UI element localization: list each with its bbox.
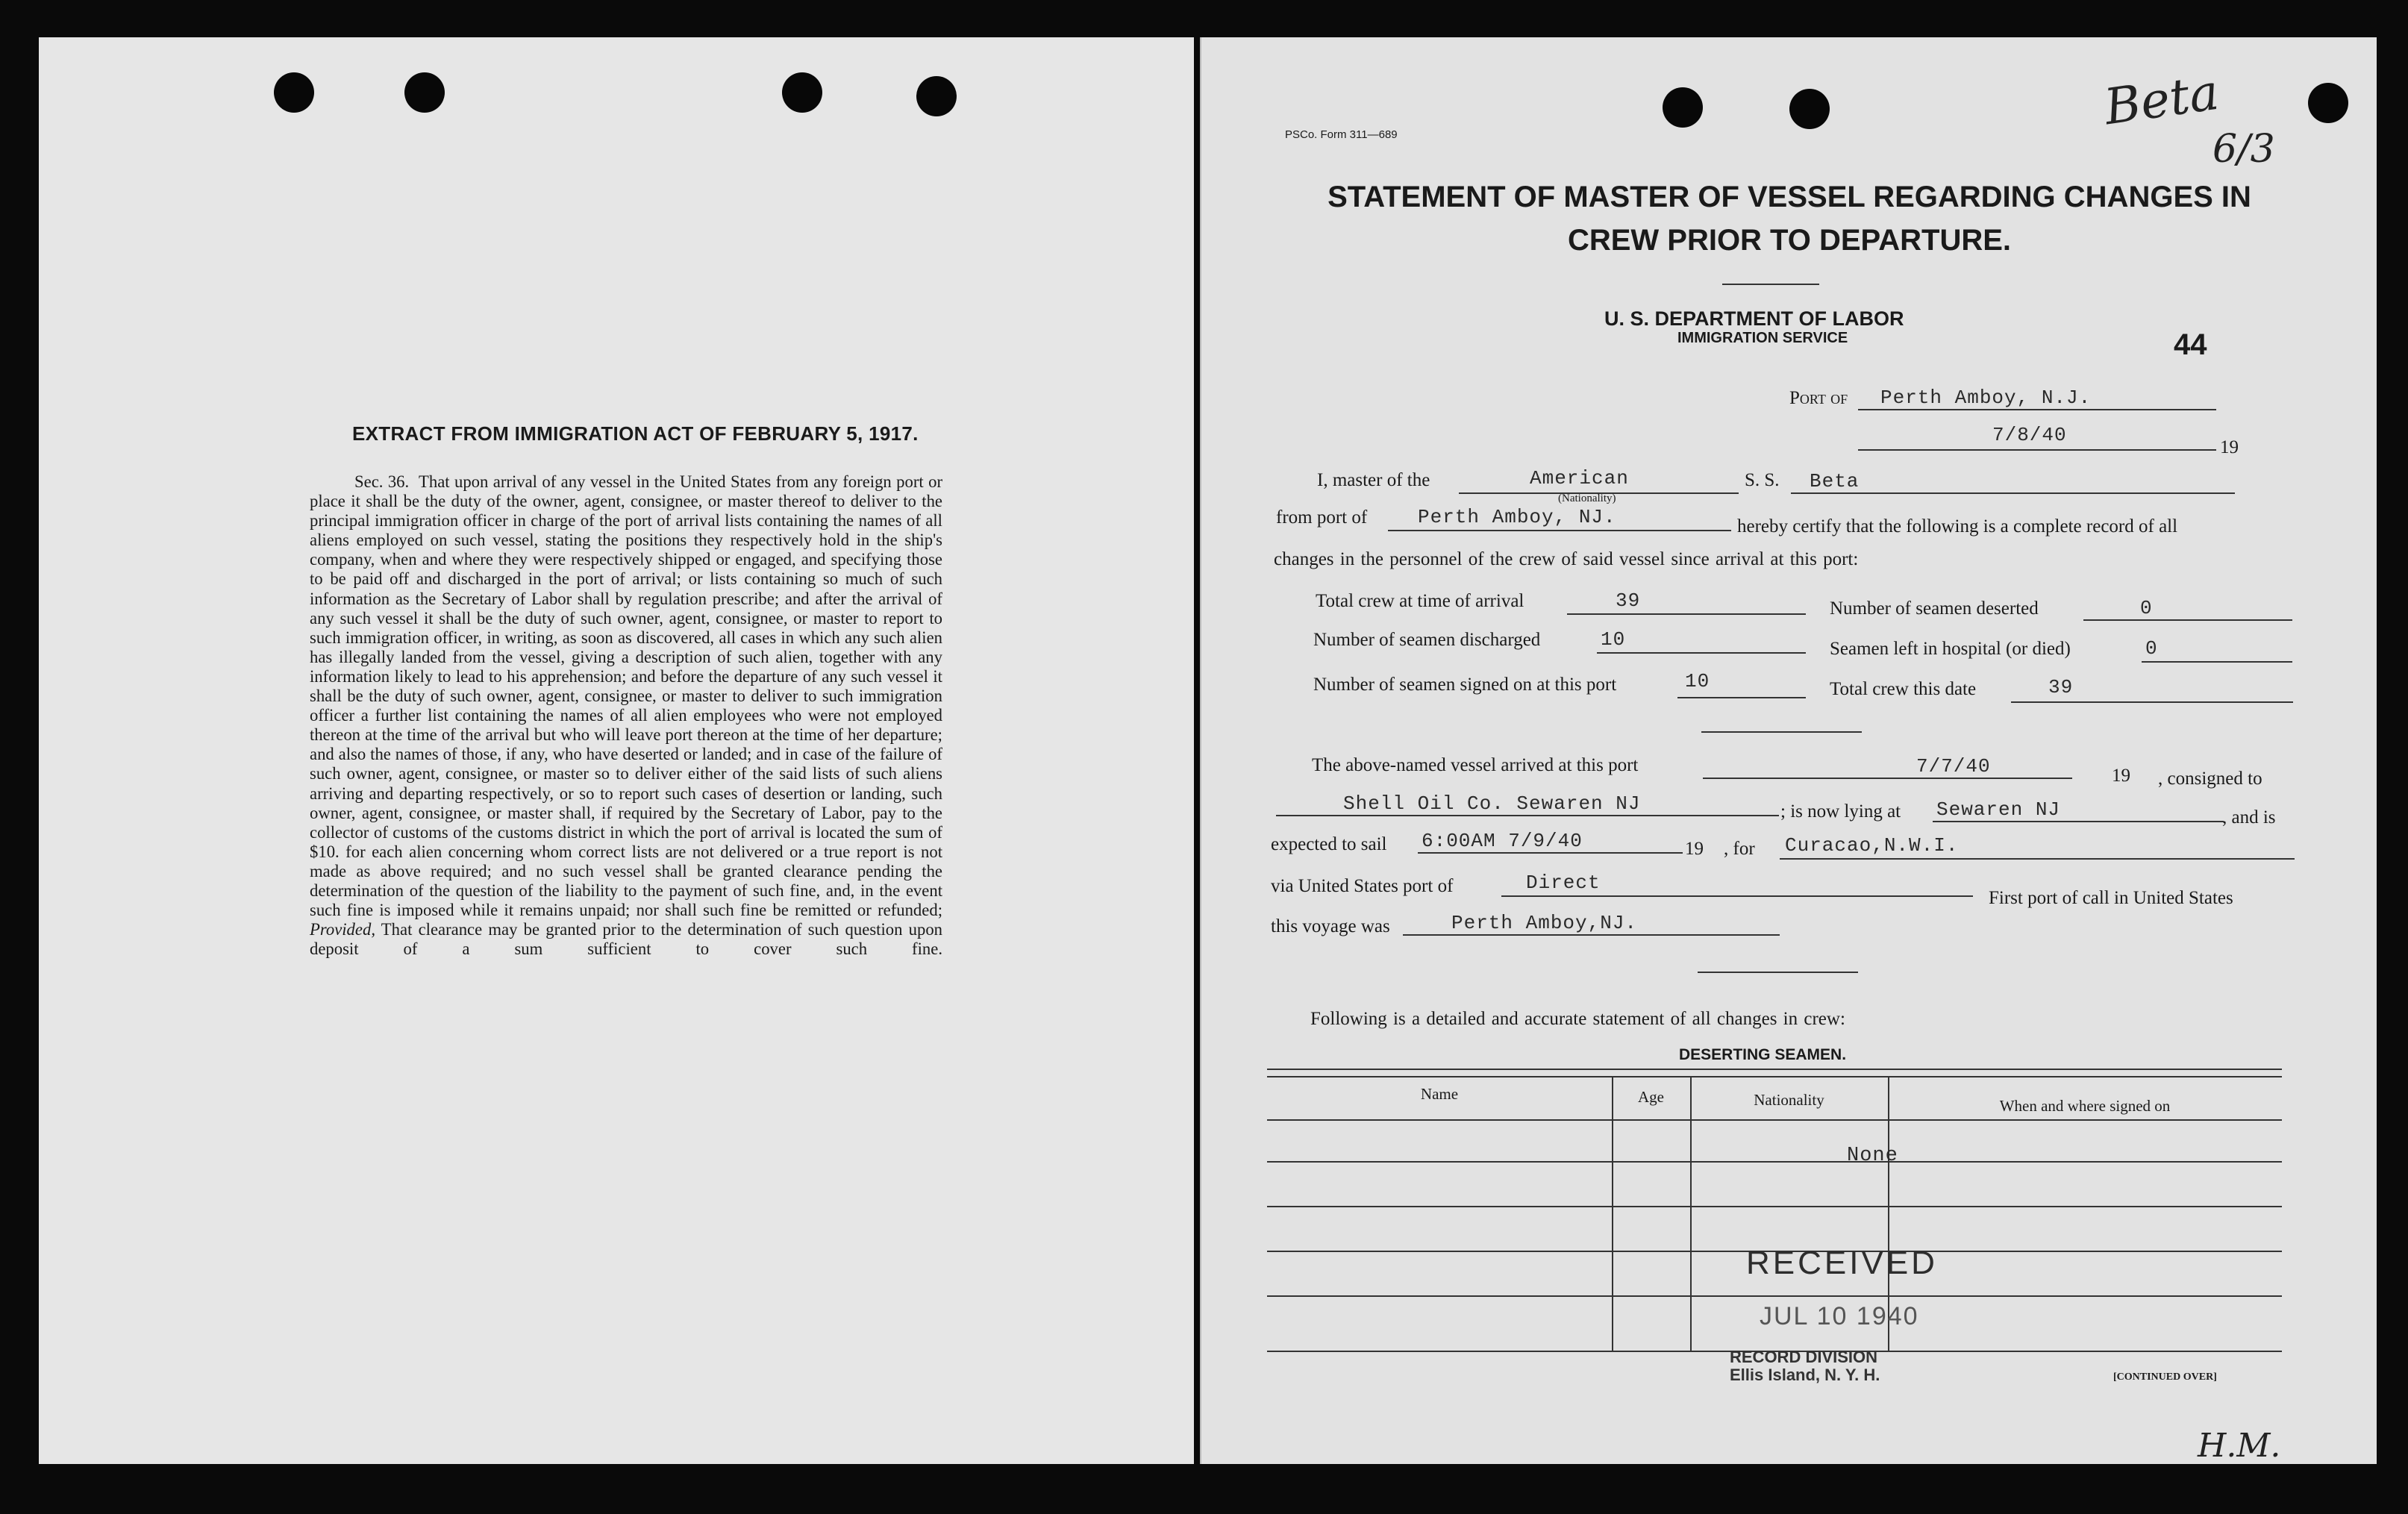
consigned-label: , consigned to — [2158, 769, 2262, 789]
stamp-location: Ellis Island, N. Y. H. — [1730, 1366, 1880, 1384]
punch-hole — [1789, 89, 1830, 129]
total-crew-arrival-label: Total crew at time of arrival — [1316, 591, 1524, 611]
total-crew-date-label: Total crew this date — [1830, 679, 1977, 699]
act-section-text — [310, 472, 942, 959]
via-label: via United States port of — [1271, 876, 1454, 896]
for-label: , for — [1724, 839, 1755, 859]
and-is: , and is — [2222, 807, 2276, 828]
total-crew-arrival-value: 39 — [1616, 589, 1641, 612]
hospital-line — [2142, 639, 2292, 663]
service-name: IMMIGRATION SERVICE — [1677, 330, 1848, 346]
department-name: U. S. DEPARTMENT OF LABOR — [1604, 307, 1904, 330]
table-rule — [1267, 1069, 2282, 1070]
expected-value: 6:00AM 7/9/40 — [1422, 830, 1583, 852]
table-column-rule — [1690, 1076, 1692, 1351]
deserted-line — [2083, 597, 2292, 621]
continued-over: [CONTINUED OVER] — [2113, 1371, 2217, 1383]
certify-text: hereby certify that the following is a complete record of all — [1737, 516, 2178, 537]
handwritten-initials: H.M. — [2198, 1427, 2281, 1465]
lying-label: ; is now lying at — [1780, 801, 1901, 822]
column-header-signed-on: When and where signed on — [1999, 1097, 2171, 1115]
table-rule — [1267, 1295, 2282, 1297]
punch-hole — [782, 72, 822, 113]
stamp-division: RECORD DIVISION — [1730, 1348, 1878, 1366]
ss-label: S. S. — [1745, 470, 1780, 490]
divider — [1701, 731, 1862, 733]
signed-on-label: Number of seamen signed on at this port — [1313, 675, 1617, 695]
arrived-label: The above-named vessel arrived at this port — [1312, 755, 1639, 775]
punch-hole — [1663, 87, 1703, 128]
port-value: Perth Amboy, N.J. — [1880, 387, 2092, 409]
table-rule — [1267, 1076, 2282, 1077]
from-port-label: from port of — [1276, 507, 1368, 528]
discharged-label: Number of seamen discharged — [1313, 630, 1541, 650]
following-text: Following is a detailed and accurate statement of all changes in crew: — [1310, 1009, 1845, 1029]
provided-word: Provided, — [310, 920, 375, 939]
voyage-label: this voyage was — [1271, 916, 1390, 936]
extract-title: EXTRACT FROM IMMIGRATION ACT OF FEBRUARY 5, 1917. — [352, 422, 919, 445]
stamp-received: RECEIVED — [1746, 1245, 1938, 1281]
divider — [1722, 284, 1819, 285]
column-header-name: Name — [1420, 1085, 1459, 1103]
hospital-value: 0 — [2145, 637, 2158, 660]
table-rule — [1267, 1161, 2282, 1163]
table-entry-none: None — [1847, 1145, 1898, 1167]
master-label: I, master of the — [1317, 470, 1430, 490]
discharged-value: 10 — [1601, 628, 1626, 651]
via-value: Direct — [1526, 872, 1601, 894]
table-rule — [1267, 1206, 2282, 1207]
date-value: 7/8/40 — [1992, 424, 2067, 446]
section-body-end: That clearance may be granted prior to the determination of such question upon deposit of a sum sufficient to cover such fine. — [310, 920, 943, 959]
stamp-date: JUL 10 1940 — [1760, 1302, 1919, 1330]
ship-value: Beta — [1810, 470, 1860, 492]
voyage-value: Perth Amboy,NJ. — [1451, 912, 1638, 934]
total-crew-date-value: 39 — [2048, 676, 2074, 698]
port-label: Port of — [1789, 388, 1848, 408]
lying-value: Sewaren NJ — [1936, 798, 2061, 821]
consignee-value: Shell Oil Co. Sewaren NJ — [1343, 792, 1641, 815]
discharged-line — [1597, 630, 1806, 654]
table-rule — [1267, 1119, 2282, 1121]
arrived-year: 19 — [2112, 766, 2130, 786]
table-column-rule — [1612, 1076, 1613, 1351]
deserted-value: 0 — [2140, 597, 2153, 619]
nationality-value: American — [1530, 467, 1629, 489]
punch-hole — [2308, 83, 2348, 123]
divider — [1698, 972, 1858, 973]
from-port-value: Perth Amboy, NJ. — [1418, 506, 1616, 528]
column-header-age: Age — [1638, 1088, 1664, 1106]
punch-hole — [404, 72, 445, 113]
date-year: 19 — [2220, 437, 2239, 457]
handwritten-fraction: 6/3 — [2212, 127, 2275, 172]
nationality-caption: (Nationality) — [1558, 492, 1616, 504]
deserted-label: Number of seamen deserted — [1830, 598, 2039, 619]
signed-on-value: 10 — [1685, 670, 1710, 692]
total-crew-arrival-line — [1567, 591, 1806, 615]
arrived-value: 7/7/40 — [1916, 755, 1991, 778]
expected-year: 19 — [1685, 839, 1704, 859]
form-number: 44 — [2174, 328, 2207, 361]
column-header-nationality: Nationality — [1754, 1091, 1824, 1109]
form-id: PSCo. Form 311—689 — [1285, 128, 1398, 141]
expected-label: expected to sail — [1271, 834, 1387, 854]
punch-hole — [916, 76, 957, 116]
arrived-line — [1703, 755, 2072, 779]
handwritten-ship-name: Beta — [2101, 63, 2223, 137]
for-value: Curacao,N.W.I. — [1785, 834, 1959, 857]
section-body: That upon arrival of any vessel in the United States from any foreign port or place it shall be the duty of the owner, agent, consignee, or master thereof to deliver to the principal immigration officer in charge of the port of arrival lists containing the names of all aliens employed on such vessel, stating the positions they respectively hold in the ship's company, when and where they were respectively shipped or engaged, and specifying those to be paid off and discharged in the port of arrival; or lists containing so much of such information as the Secretary of Labor shall by regulation prescribe; and after the arrival of any such vessel it shall be the duty of such owner, agent, consignee, or master to report to such immigration officer, in writing, as soon as discovered, all cases in which any such alien has illegally landed from the vessel, giving a description of such alien, together with any information likely to lead to his apprehension; and before the departure of any such vessel it shall be the duty of such owner, agent, consignee, or master to deliver to such immigration officer a further list containing the names of all alien employees who were not employed thereon at the time of the arrival but who will leave port thereon at the time of her departure; and also the names of those, if any, who have deserted or landed; and in case of the failure of such owner, agent, consignee, or master so to deliver either of the said lists of such aliens arriving and departing respectively, or so to report such cases of desertion or landing, such owner, agent, consignee, or master shall, if required by the Secretary of Labor, pay to the collector of customs of the customs district in which the port of arrival is located the sum of $10. for each alien concerning whom correct lists are not delivered or a true report is not made as above required; and no such vessel shall be granted clearance pending the determination of the question of the liability to the payment of such fine, and, in the event such fine is imposed while it remains unpaid; nor shall such fine be remitted or refunded; — [310, 472, 943, 920]
punch-hole — [274, 72, 314, 113]
form-title-line-2: CREW PRIOR TO DEPARTURE. — [1567, 224, 2012, 257]
first-port-label: First port of call in United States — [1989, 888, 2233, 908]
form-title-line-1: STATEMENT OF MASTER OF VESSEL REGARDING CHANGES IN — [1327, 181, 2251, 213]
hospital-label: Seamen left in hospital (or died) — [1830, 639, 2071, 659]
changes-text: changes in the personnel of the crew of said vessel since arrival at this port: — [1274, 549, 1859, 569]
section-label: Sec. 36. — [354, 472, 410, 491]
deserting-heading: DESERTING SEAMEN. — [1679, 1046, 1847, 1063]
